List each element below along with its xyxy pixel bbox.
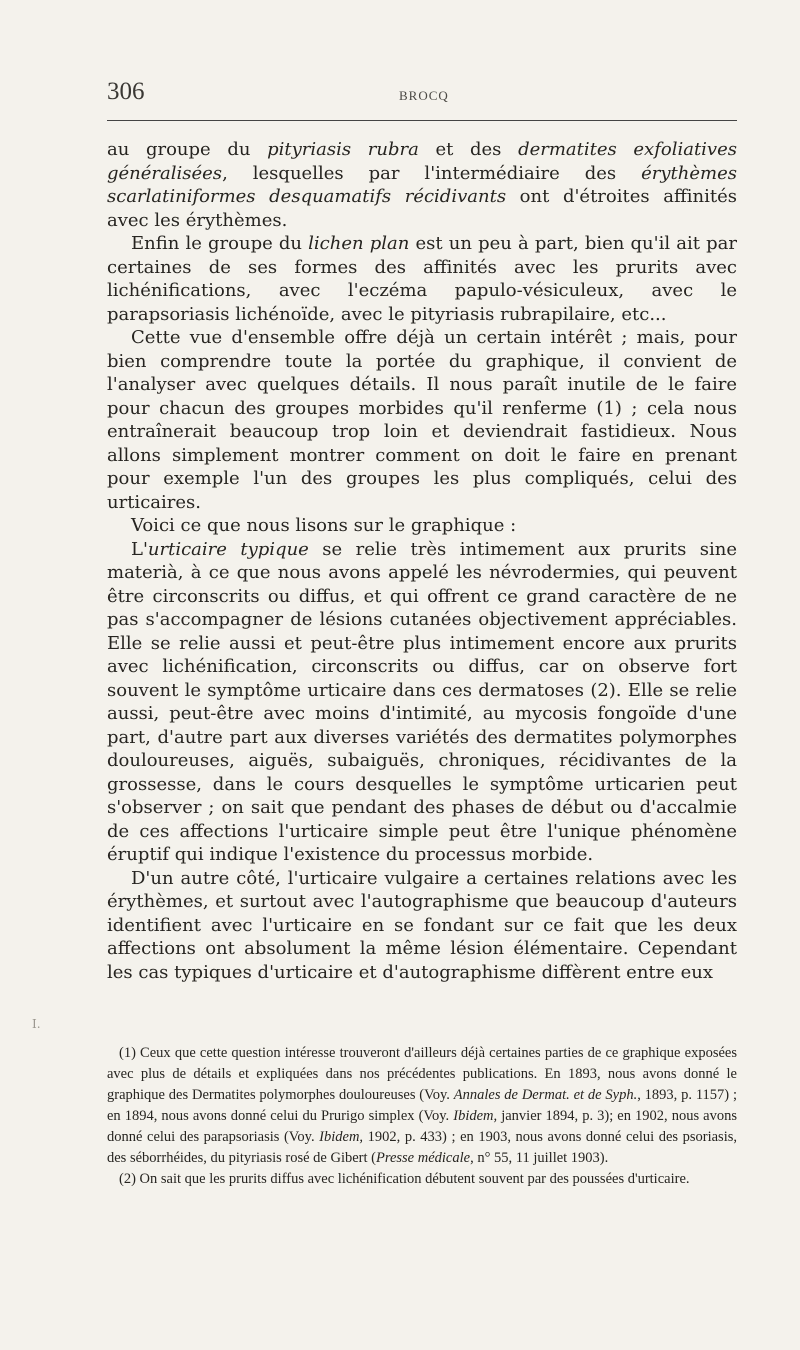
- italic-citation: Presse médicale: [376, 1150, 471, 1166]
- italic-term: lichen plan: [308, 233, 410, 254]
- text-run: (1) Ceux que cette question intéresse trouveront d'ailleurs déjà certaines parties de ce graphique exposées avec plus de détails et expliquées dans nos précédentes publications. En 1893, nous avons donné le graphique des Dermatites polymorphes douloureuses (Voy.: [107, 1045, 737, 1103]
- text-run: ont d'étroites affinités avec les érythèmes.: [107, 186, 737, 231]
- italic-citation: Ibidem,: [319, 1129, 364, 1145]
- text-run: , n° 55, 11 juillet 1903).: [470, 1150, 609, 1166]
- text-run: et des: [418, 139, 519, 160]
- page-number: 306: [107, 78, 145, 105]
- paragraph: [107, 138, 737, 232]
- text-run: , 1893, p. 1157) ; en 1894, nous avons donné celui du Prurigo simplex (Voy.: [107, 1087, 737, 1124]
- text-run: janvier 1894, p. 3); en 1902, nous avons donné celui des parapsoriasis (Voy.: [107, 1108, 737, 1145]
- text-run: est un peu à part, bien qu'il ait par certaines de ses formes des affinités avec les prurits avec lichénifications, avec l'eczéma papulo-vésiculeux, avec le parapsoriasis lichénoïde, avec le pityriasis rubrapilaire, etc...: [107, 233, 737, 325]
- text-run: , lesquelles par l'intermédiaire des: [222, 162, 642, 184]
- paragraph: Cette vue d'ensemble offre déjà un certain intérêt ; mais, pour bien comprendre toute la portée du graphique, il convient de l'analyser avec quelques détails. Il nous paraît inutile de le faire pour chacun des groupes morbides qu'il renferme (1) ; cela nous entraînerait beaucoup trop loin et deviendrait fastidieux. Nous allons simplement montrer comment on doit le faire en prenant pour exemple l'un des groupes les plus compliqués, celui des urticaires.: [107, 327, 737, 513]
- body-text: [107, 138, 737, 984]
- paragraph: D'un autre côté, l'urticaire vulgaire a certaines relations avec les érythèmes, et surtout avec l'autographisme que beaucoup d'auteurs identifient avec l'urticaire en se fondant sur ce fait que les deux affections ont absolument la même lésion élémentaire. Cependant les cas typiques d'urticaire et d'autographisme diffèrent entre eux: [107, 867, 737, 983]
- footnote-2: (2) On sait que les prurits diffus avec lichénification débutent souvent par des poussées d'urticaire.: [119, 1171, 690, 1187]
- paragraph: Voici ce que nous lisons sur le graphique :: [131, 515, 517, 536]
- running-head: BROCQ: [399, 88, 449, 103]
- italic-citation: Ibidem,: [453, 1108, 498, 1124]
- italic-citation: Annales de Dermat. et de Syph.: [453, 1087, 638, 1103]
- page-header: [107, 76, 737, 116]
- italic-term: urticaire typique: [147, 538, 309, 560]
- paragraph: [107, 538, 737, 867]
- header-rule: [107, 120, 737, 121]
- italic-term: dermatites exfoliatives généralisées: [107, 139, 737, 184]
- margin-mark: I.: [32, 1017, 41, 1031]
- text-run: 1902, p. 433) ; en 1903, nous avons donné celui des psoriasis, des séborrhéides, du pityriasis rosé de Gibert (: [107, 1129, 737, 1166]
- italic-term: érythèmes scarlatiniformes desquamatifs récidivants: [107, 162, 737, 207]
- footnotes: [107, 1043, 737, 1190]
- footnote-1: [107, 1043, 737, 1169]
- text-run: Enfin le groupe du: [131, 233, 309, 254]
- text-run: L': [131, 538, 148, 560]
- text-run: au groupe du: [107, 139, 268, 160]
- text-run: se relie très intimement aux prurits sine materià, à ce que nous avons appelé les névrodermies, qui peuvent être circonscrits ou diffus, et qui offrent ce grand caractère de ne pas s'accompagner de lésions cutanées objectivement appréciables. Elle se relie aussi et peut-être plus intimement encore aux prurits avec lichénification, circonscrits ou diffus, car on observe fort souvent le symptôme urticaire dans ces dermatoses (2). Elle se relie aussi, peut-être avec moins d'intimité, au mycosis fongoïde d'une part, d'autre part aux diverses variétés des dermatites polymorphes douloureuses, aiguës, subaiguës, chroniques, récidivantes de la grossesse, dans le cours desquelles le symptôme urticarien peut s'observer ; on sait que pendant des phases de début ou d'accalmie de ces affections l'urticaire simple peut être l'unique phénomène éruptif qui indique l'existence du processus morbide.: [107, 538, 738, 865]
- italic-term: pityriasis rubra: [267, 139, 419, 160]
- paragraph: [107, 232, 737, 326]
